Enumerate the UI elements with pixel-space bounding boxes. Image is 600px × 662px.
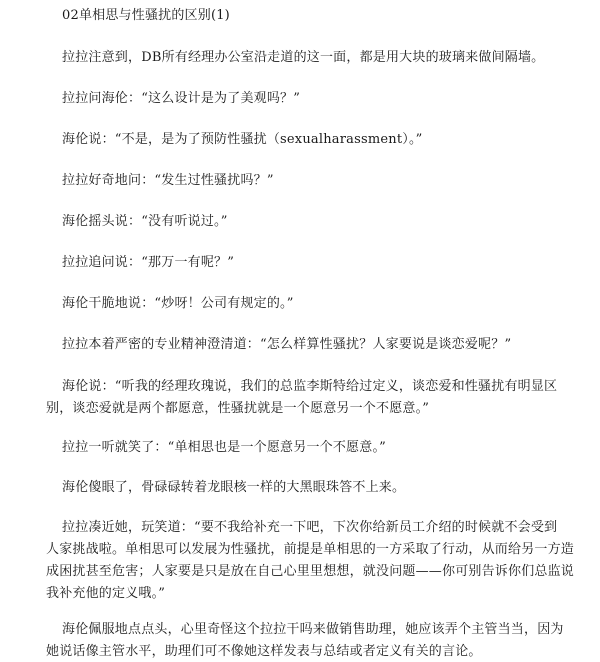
paragraph-line: 别，谈恋爱就是两个都愿意，性骚扰就是一个愿意另一个不愿意。” xyxy=(46,401,430,416)
paragraph-line: 拉拉本着严密的专业精神澄清道：“怎么样算性骚扰？人家要说是谈恋爱呢？” xyxy=(62,337,512,352)
paragraph-line: 拉拉一听就笑了：“单相思也是一个愿意另一个不愿意。” xyxy=(62,440,386,455)
paragraph-line: 拉拉注意到，DB所有经理办公室沿走道的这一面，都是用大块的玻璃来做间隔墙。 xyxy=(62,50,545,65)
paragraph-line: 拉拉追问说：“那万一有呢？” xyxy=(62,255,235,270)
paragraph-line: 海伦说：“不是，是为了预防性骚扰（sexualharassment）。” xyxy=(62,132,423,147)
paragraph-line: 拉拉问海伦：“这么设计是为了美观吗？” xyxy=(62,91,301,106)
paragraph-line: 拉拉凑近她，玩笑道：“要不我给补充一下吧，下次你给新员工介绍的时候就不会受到 xyxy=(62,520,558,535)
document-title: 02单相思与性骚扰的区别(1) xyxy=(62,8,230,23)
paragraph-line: 海伦佩服地点点头，心里奇怪这个拉拉干吗来做销售助理，她应该弄个主管当当，因为 xyxy=(62,622,564,637)
paragraph-line: 我补充他的定义哦。” xyxy=(46,586,166,601)
paragraph-line: 拉拉好奇地问：“发生过性骚扰吗？” xyxy=(62,173,274,188)
paragraph-line: 成困扰甚至危害；人家要是只是放在自己心里里想想，就没问题——你可别告诉你们总监说 xyxy=(46,564,575,579)
paragraph-line: 她说话像主管水平，助理们可不像她这样发表与总结或者定义有关的言论。 xyxy=(46,644,482,659)
paragraph-line: 人家挑战啦。单相思可以发展为性骚扰，前提是单相思的一方采取了行动，从而给另一方造 xyxy=(46,542,575,557)
paragraph-line: 海伦摇头说：“没有听说过。” xyxy=(62,214,228,229)
paragraph-line: 海伦傻眼了，骨碌碌转着龙眼核一样的大黑眼珠答不上来。 xyxy=(62,480,406,495)
paragraph-line: 海伦干脆地说：“炒呀！公司有规定的。” xyxy=(62,296,294,311)
paragraph-line: 海伦说：“听我的经理玫瑰说，我们的总监李斯特给过定义，谈恋爱和性骚扰有明显区 xyxy=(62,379,558,394)
